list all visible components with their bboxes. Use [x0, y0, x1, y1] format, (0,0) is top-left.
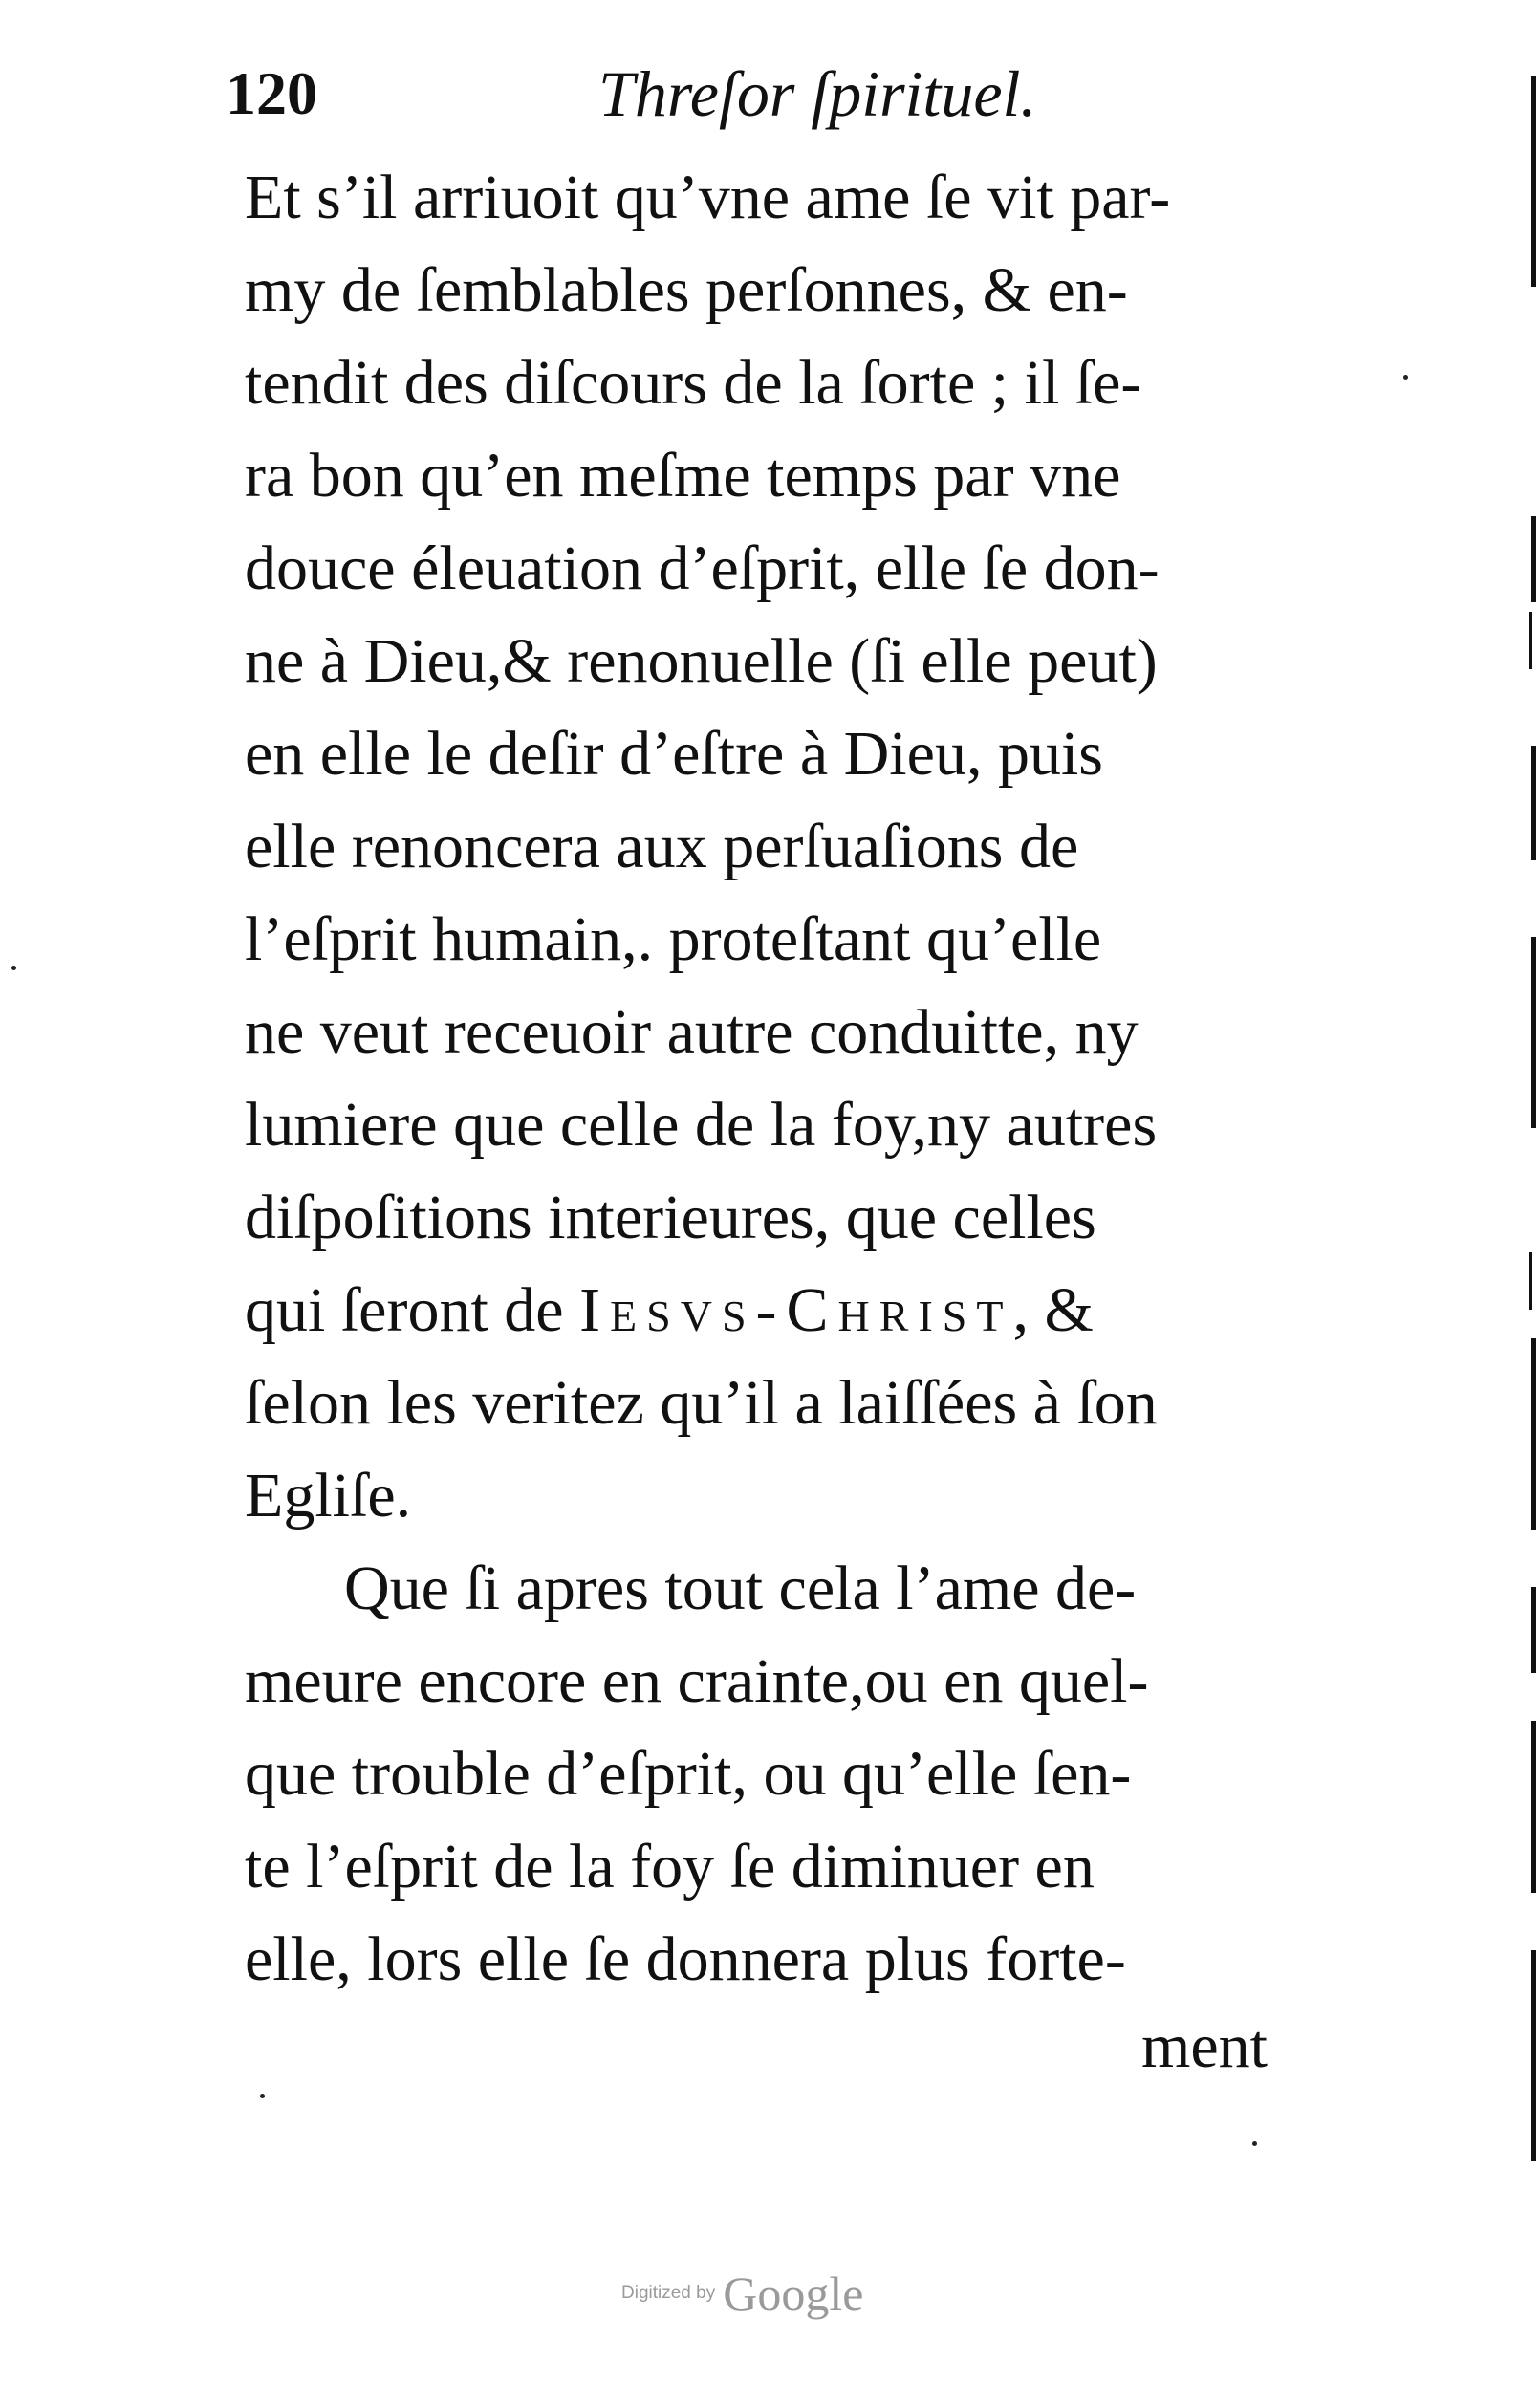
text-segment: qui ſeront de	[245, 1275, 580, 1345]
text-line: elle renoncera aux perſuaſions de	[245, 812, 1079, 881]
text-line: douce éleuation d’eſprit, elle ſe don-	[245, 533, 1160, 603]
text-line: Egliſe.	[245, 1461, 412, 1531]
text-line: te l’eſprit de la foy ſe diminuer en	[245, 1832, 1095, 1901]
text-line: l’eſprit humain,. proteſtant qu’elle	[245, 904, 1102, 974]
text-line: ne veut receuoir autre conduitte, ny	[245, 997, 1139, 1067]
text-line: en elle le deſir d’eſtre à Dieu, puis	[245, 719, 1103, 789]
running-title: Threſor ſpirituel.	[598, 57, 1037, 130]
catchword: ment	[1141, 2011, 1268, 2081]
body-text	[245, 151, 1344, 2006]
text-line: ne à Dieu,& renonuelle (ſi elle peut)	[245, 626, 1158, 696]
text-line: tendit des diſcours de la ſorte ; il ſe-	[245, 348, 1142, 418]
text-line: my de ſemblables perſonnes, & en-	[245, 255, 1128, 325]
ink-speck	[1252, 2141, 1257, 2146]
jesus-christ-name: Iesvs-Christ	[579, 1275, 1013, 1345]
text-line: Et s’il arriuoit qu’vne ame ſe vit par-	[245, 163, 1171, 232]
digitized-by-label: Digitized by	[621, 2283, 716, 2303]
text-line: elle, lors elle ſe donnera plus forte-	[245, 1924, 1126, 1994]
text-segment: , &	[1012, 1275, 1094, 1345]
running-head	[226, 46, 1105, 141]
text-line: ra bon qu’en meſme temps par vne	[245, 441, 1121, 511]
digitized-by-google-watermark	[621, 2266, 927, 2333]
page-number: 120	[226, 59, 317, 127]
page-edge-marks	[1519, 76, 1540, 2180]
paragraph-start-line: Que ſi apres tout cela l’ame de-	[344, 1554, 1137, 1623]
google-logo-text: Google	[723, 2267, 864, 2320]
text-line: meure encore en crainte,ou en quel-	[245, 1646, 1149, 1716]
ink-speck	[1403, 375, 1408, 380]
text-line: ſelon les veritez qu’il a laiſſées à ſon	[245, 1368, 1158, 1438]
text-line: lumiere que celle de la foy,ny autres	[245, 1090, 1158, 1160]
text-line: que trouble d’eſprit, ou qu’elle ſen-	[245, 1739, 1132, 1809]
text-line-jesus-christ	[245, 1264, 1344, 1357]
text-line: diſpoſitions interieures, que celles	[245, 1183, 1096, 1252]
ink-speck	[260, 2094, 265, 2098]
ink-speck	[11, 966, 16, 970]
